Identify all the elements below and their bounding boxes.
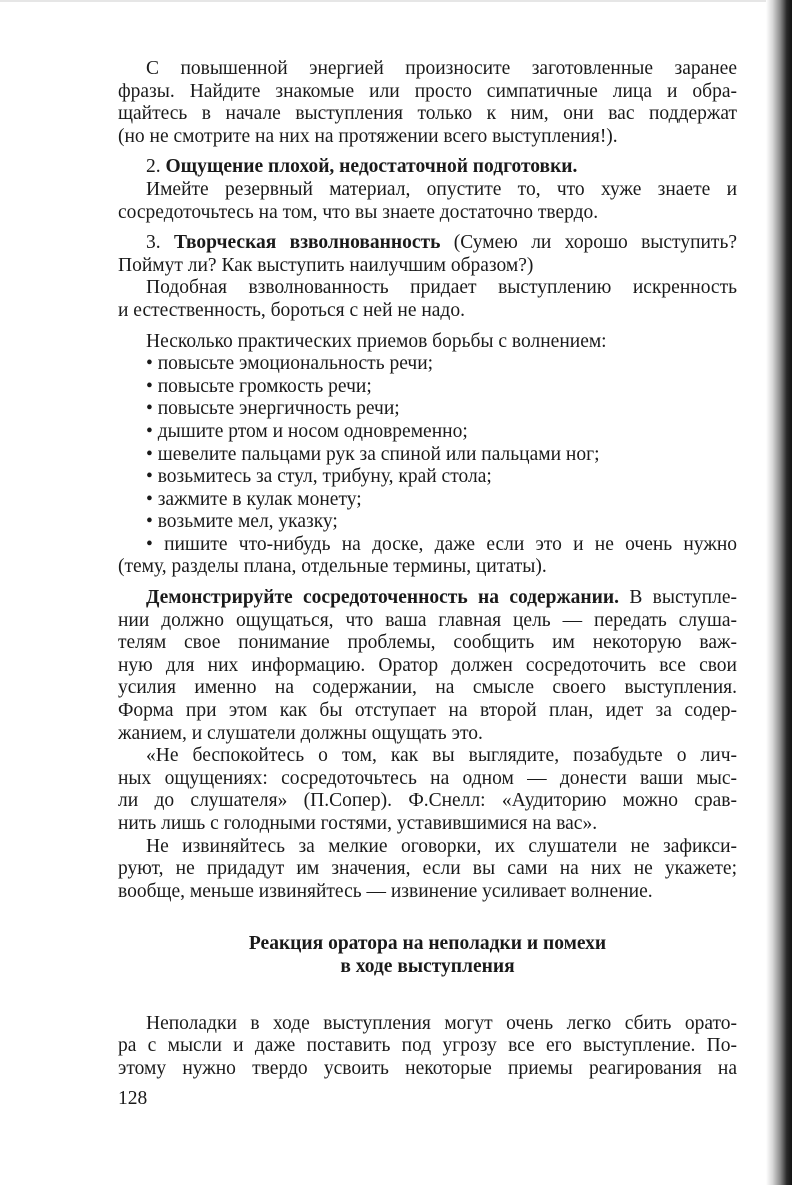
line-text: ра с мысли и даже поставить под угрозу все его выступление. По- [118,1035,737,1057]
line-text: вообще, меньше извиняйтесь — извинение усиливает волнение. [118,880,653,902]
text-line [118,556,737,579]
line-text: Форма при этом как бы отступает на второй план, идет за содер- [118,700,737,722]
line-text: Неполадки в ходе выступления могут очень легко сбить орато- [146,1012,737,1034]
paragraph-energy-phrases [118,58,737,148]
text-line [118,655,737,678]
line-text: (но не смотрите на них на протяжении всего выступления!). [118,125,618,147]
line-text: (тему, разделы плана, отдельные термины, цитаты). [118,556,547,578]
line-text: «Не беспокойтесь о том, как вы выглядите, позабудьте о лич- [146,745,737,767]
section-heading [118,933,737,978]
line-text: сосредоточьтесь на том, что вы знаете достаточно твердо. [118,201,599,223]
line-text: Поймут ли? Как выступить наилучшим образом?) [118,254,534,276]
line-text: В выступле- [619,587,737,609]
text-line [118,103,737,126]
text-line [118,1035,737,1058]
line-text: Подобная взволнованность придает выступлению искренность [146,277,737,299]
line-text: • пишите что-нибудь на доске, даже если это и не очень нужно [146,533,737,555]
line-text: • шевелите пальцами рук за спиной или пальцами ног; [146,443,600,465]
line-text: фразы. Найдите знакомые или просто симпатичные лица и обра- [118,80,737,102]
bold-lead: Демонстрируйте сосредоточенность на содержании. [146,587,619,609]
text-line [118,353,737,376]
text-line [118,881,737,904]
item-number: 2. [146,156,166,178]
paragraph-item-2-text [118,179,737,224]
line-text: ли до слушателя» (П.Сопер). Ф.Снелл: «Аудиторию можно срав- [118,790,737,812]
line-text: Реакция оратора на неполадки и помехи [248,933,607,955]
text-line [118,255,737,278]
line-text: щайтесь в начале выступления только к ним, они вас поддержат [118,103,737,125]
text-line [118,1013,737,1036]
line-text: руют, не придадут им значения, если вы сами на них не укажете; [118,858,737,880]
text-line [118,745,737,768]
bold-lead: Творческая взволнованность [173,232,441,254]
text-line [118,232,737,255]
line-text: нии должно ощущаться, что ваша главная цель — передать слуша- [118,609,737,631]
paragraph-no-apologies [118,836,737,904]
paragraph-quote [118,745,737,835]
text-line [118,768,737,791]
text-line [118,511,737,534]
item-number: 3. [146,232,174,254]
line-text: Имейте резервный материал, опустите то, что хуже знаете и [146,178,737,200]
line-text: Несколько практических приемов борьбы с волнением: [146,330,607,352]
text-line [118,534,737,557]
bold-lead: Ощущение плохой, недостаточной подготовки. [165,156,578,178]
line-text: • возьмитесь за стул, трибуну, край стола; [146,466,492,488]
text-line [118,331,737,354]
line-text: ную для них информацию. Оратор должен сосредоточить все свои [118,654,737,676]
text-line [118,632,737,655]
paragraphs [118,58,737,1080]
line-text: и естественность, бороться с ней не надо. [118,299,465,321]
text-line [118,202,737,225]
line-text: • повысьте эмоциональность речи; [146,353,434,375]
text-line [118,81,737,104]
paragraph-item-2-heading [118,156,737,179]
text-line [118,836,737,859]
line-text: С повышенной энергией произносите заготовленные заранее [146,58,737,79]
line-text: в ходе выступления [340,955,515,977]
line-text: телям свое понимание проблемы, сообщить им некоторую важ- [118,632,737,654]
text-line [118,723,737,746]
text-line [118,813,737,836]
paragraph-item-3-text [118,277,737,322]
text-line [118,156,737,179]
heading-line [118,956,737,979]
paragraph-focus-content [118,587,737,745]
text-line [118,277,737,300]
text-line [118,858,737,881]
page-content [118,58,737,1111]
line-text: усилия именно на содержании, на смысле своего выступления. [118,677,737,699]
paragraph-item-3-heading [118,232,737,277]
text-line [118,700,737,723]
text-line [118,58,737,81]
text-line [118,421,737,444]
text-line [118,376,737,399]
text-line [118,677,737,700]
line-text: жанием, и слушатели должны ощущать это. [118,722,483,744]
text-line [118,489,737,512]
page-number: 128 [118,1088,148,1110]
text-line [118,790,737,813]
line-text: • зажмите в кулак монету; [146,488,362,510]
paragraph-techniques-list [118,331,737,580]
line-text: • повысьте громкость речи; [146,375,372,397]
text-line [118,126,737,149]
text-line [118,1058,737,1081]
line-text: • повысьте энергичность речи; [146,398,400,420]
text-line [118,610,737,633]
heading-line [118,933,737,956]
line-text: ных ощущениях: сосредоточьтесь на одном — донести ваши мыс- [118,767,737,789]
line-text: (Сумею ли хорошо выступить? [440,232,738,254]
page-top-edge [0,0,770,2]
text-line [118,587,737,610]
line-text: • дышите ртом и носом одновременно; [146,420,468,442]
text-line [118,466,737,489]
text-line [118,179,737,202]
text-line [118,398,737,421]
book-spine-shadow [766,0,792,1185]
text-line [118,300,737,323]
line-text: Не извиняйтесь за мелкие оговорки, их слушатели не зафикси- [146,835,737,857]
paragraph-malfunctions [118,1013,737,1081]
line-text: этому нужно твердо усвоить некоторые приемы реагирования на [118,1057,737,1079]
line-text: нить лишь с голодными гостями, уставившимися на вас». [118,813,598,834]
line-text: • возьмите мел, указку; [146,511,338,533]
text-line [118,444,737,467]
